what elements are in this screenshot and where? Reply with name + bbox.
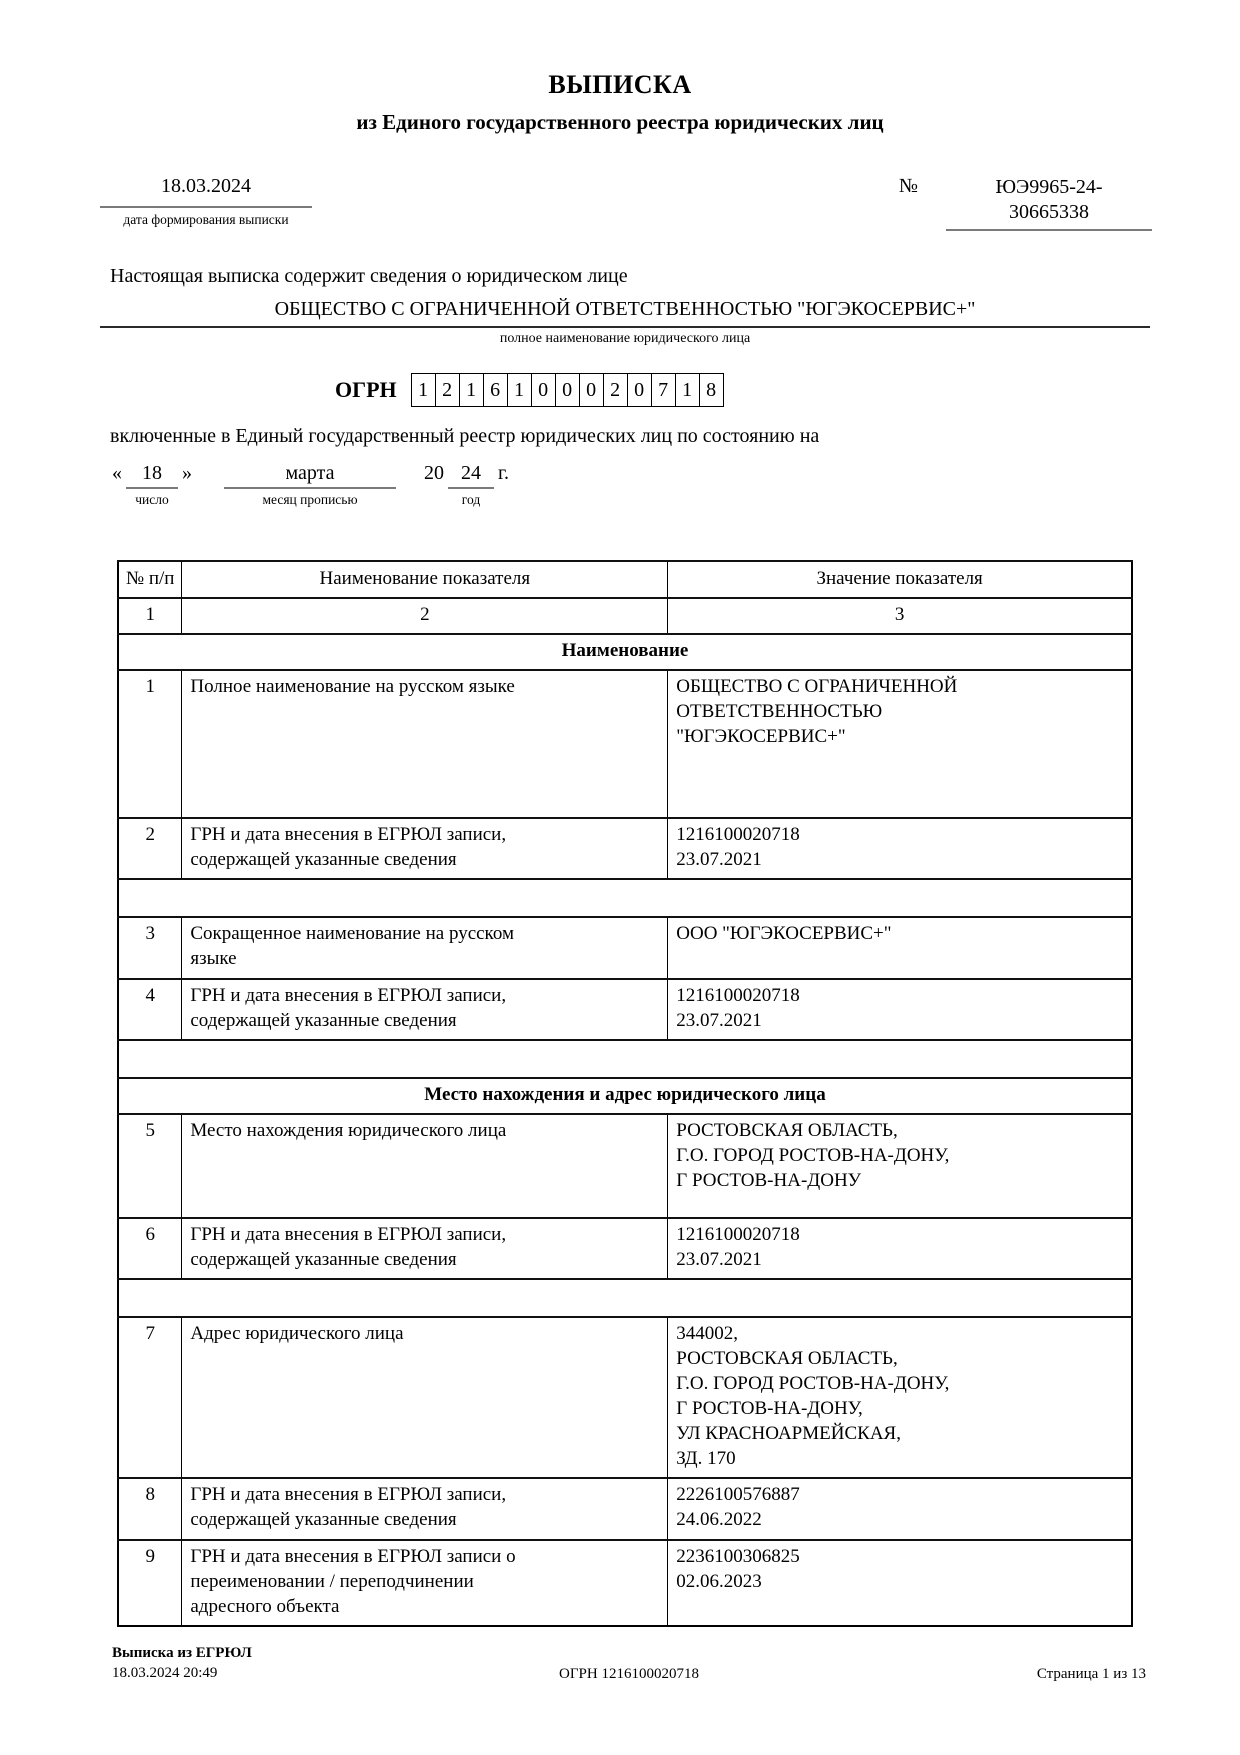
row-number-cell: 3: [118, 917, 182, 978]
formation-date: 18.03.2024: [100, 175, 312, 208]
ogrn-digit-cell: 1: [459, 373, 484, 407]
document-number-block: [899, 175, 1152, 231]
ogrn-digit-cell: 2: [603, 373, 628, 407]
indicator-value-cell: 1216100020718 23.07.2021: [668, 818, 1132, 879]
formation-date-label: дата формирования выписки: [123, 212, 289, 227]
table-spacer-row: [118, 879, 1132, 917]
row-number-cell: 6: [118, 1218, 182, 1279]
column-number-2: 2: [182, 598, 668, 634]
indicator-name-cell: Полное наименование на русском языке: [182, 670, 668, 818]
table-row: [118, 1478, 1132, 1539]
row-number-cell: 8: [118, 1478, 182, 1539]
month-label: месяц прописью: [262, 492, 358, 507]
ogrn-digit-cell: 7: [651, 373, 676, 407]
column-number-row: [118, 598, 1132, 634]
ogrn-digit-cell: 1: [411, 373, 436, 407]
indicator-value-cell: 2236100306825 02.06.2023: [668, 1540, 1132, 1626]
indicator-value-cell: ОБЩЕСТВО С ОГРАНИЧЕННОЙ ОТВЕТСТВЕННОСТЬЮ "ЮГЭКОСЕРВИС+": [668, 670, 1132, 818]
indicator-value-cell: РОСТОВСКАЯ ОБЛАСТЬ, Г.О. ГОРОД РОСТОВ-НА-ДОНУ, Г РОСТОВ-НА-ДОНУ: [668, 1114, 1132, 1218]
indicator-value-cell: ООО "ЮГЭКОСЕРВИС+": [668, 917, 1132, 978]
table-row: [118, 818, 1132, 879]
column-header-name: Наименование показателя: [182, 561, 668, 598]
indicator-name-cell: ГРН и дата внесения в ЕГРЮЛ записи, содержащей указанные сведения: [182, 1218, 668, 1279]
document-title: ВЫПИСКА: [548, 70, 692, 99]
ogrn-digit-cell: 6: [483, 373, 508, 407]
as-of-year: 24: [448, 462, 494, 489]
section-label: Место нахождения и адрес юридического лица: [118, 1078, 1132, 1114]
year-label: год: [461, 492, 481, 507]
row-number-cell: 5: [118, 1114, 182, 1218]
table-row: [118, 1317, 1132, 1478]
company-full-name: ОБЩЕСТВО С ОГРАНИЧЕННОЙ ОТВЕТСТВЕННОСТЬЮ "ЮГЭКОСЕРВИС+": [100, 298, 1150, 328]
day-label: число: [135, 492, 169, 507]
footer-generated-at: 18.03.2024 20:49: [112, 1664, 218, 1681]
indicator-name-cell: ГРН и дата внесения в ЕГРЮЛ записи, содержащей указанные сведения: [182, 1478, 668, 1539]
indicators-table: [117, 560, 1133, 1627]
document-number-line2: 30665338: [1009, 201, 1089, 223]
row-number-cell: 1: [118, 670, 182, 818]
formation-date-block: [100, 175, 312, 231]
section-label: Наименование: [118, 634, 1132, 670]
as-of-day: 18: [126, 462, 178, 489]
row-number-cell: 2: [118, 818, 182, 879]
as-of-century: 20: [424, 462, 444, 484]
indicator-name-cell: ГРН и дата внесения в ЕГРЮЛ записи о переименовании / переподчинении адресного объекта: [182, 1540, 668, 1626]
close-quote: »: [182, 462, 192, 484]
as-of-date-line: [108, 462, 1240, 508]
footer-doc-info: [112, 1644, 442, 1683]
year-suffix: г.: [498, 462, 509, 484]
column-number-1: 1: [118, 598, 182, 634]
document-subtitle: из Единого государственного реестра юридических лиц: [356, 110, 884, 134]
table-row: [118, 979, 1132, 1040]
table-row: [118, 1540, 1132, 1626]
row-number-cell: 7: [118, 1317, 182, 1478]
table-row: [118, 670, 1132, 818]
footer-ogrn: ОГРН 1216100020718: [559, 1666, 699, 1682]
company-name-caption: полное наименование юридического лица: [499, 331, 751, 346]
footer-doc-type: Выписка из ЕГРЮЛ: [112, 1645, 252, 1661]
ogrn-digit-cell: 8: [699, 373, 724, 407]
year-segment: [448, 462, 494, 508]
included-text: включенные в Единый государственный реестр юридических лиц по состоянию на: [110, 425, 820, 447]
indicator-value-cell: 1216100020718 23.07.2021: [668, 979, 1132, 1040]
indicator-value-cell: 344002, РОСТОВСКАЯ ОБЛАСТЬ, Г.О. ГОРОД РОСТОВ-НА-ДОНУ, Г РОСТОВ-НА-ДОНУ, УЛ КРАСНОАРМЕЙСКАЯ, ЗД. 170: [668, 1317, 1132, 1478]
indicator-name-cell: Место нахождения юридического лица: [182, 1114, 668, 1218]
ogrn-digit-cell: 0: [627, 373, 652, 407]
table-section-row: [118, 1078, 1132, 1114]
ogrn-digit-cell: 0: [555, 373, 580, 407]
company-name-block: [100, 298, 1150, 347]
month-segment: [224, 462, 396, 508]
ogrn-digit-cell: 1: [675, 373, 700, 407]
page-footer: [112, 1644, 1146, 1683]
number-sign: №: [898, 175, 918, 197]
spacer-cell: [118, 1040, 1132, 1078]
ogrn-block: [335, 373, 1240, 407]
indicator-name-cell: ГРН и дата внесения в ЕГРЮЛ записи, содержащей указанные сведения: [182, 979, 668, 1040]
day-segment: [126, 462, 178, 508]
ogrn-digit-cell: 1: [507, 373, 532, 407]
table-spacer-row: [118, 1040, 1132, 1078]
document-number-line1: ЮЭ9965-24-: [995, 176, 1103, 198]
table-section-row: [118, 634, 1132, 670]
footer-page-info: Страница 1 из 13: [1036, 1666, 1146, 1682]
ogrn-digit-cell: 2: [435, 373, 460, 407]
row-number-cell: 9: [118, 1540, 182, 1626]
indicator-value-cell: 2226100576887 24.06.2022: [668, 1478, 1132, 1539]
spacer-cell: [118, 879, 1132, 917]
intro-text: Настоящая выписка содержит сведения о юридическом лице: [110, 265, 628, 287]
table-header-row: [118, 561, 1132, 598]
indicator-name-cell: Сокращенное наименование на русском языке: [182, 917, 668, 978]
table-row: [118, 917, 1132, 978]
row-number-cell: 4: [118, 979, 182, 1040]
table-row: [118, 1114, 1132, 1218]
open-quote: «: [112, 462, 122, 484]
table-spacer-row: [118, 1279, 1132, 1317]
ogrn-digit-cell: 0: [579, 373, 604, 407]
column-header-num: № п/п: [118, 561, 182, 598]
ogrn-digit-cell: 0: [531, 373, 556, 407]
ogrn-digit-boxes: [411, 373, 724, 407]
indicator-name-cell: ГРН и дата внесения в ЕГРЮЛ записи, содержащей указанные сведения: [182, 818, 668, 879]
table-row: [118, 1218, 1132, 1279]
ogrn-label: ОГРН: [335, 377, 397, 402]
column-number-3: 3: [668, 598, 1132, 634]
spacer-cell: [118, 1279, 1132, 1317]
as-of-month: марта: [224, 462, 396, 489]
document-number: [946, 175, 1152, 231]
date-number-row: [100, 175, 1152, 231]
indicator-value-cell: 1216100020718 23.07.2021: [668, 1218, 1132, 1279]
column-header-value: Значение показателя: [668, 561, 1132, 598]
indicator-name-cell: Адрес юридического лица: [182, 1317, 668, 1478]
